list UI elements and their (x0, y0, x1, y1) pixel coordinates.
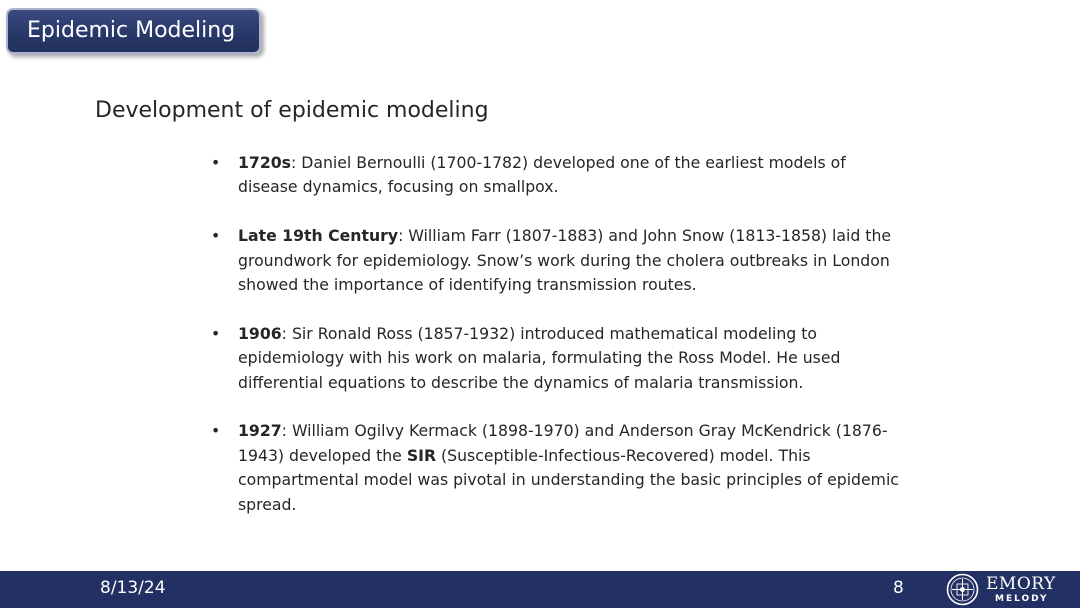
bullet-dot: • (211, 421, 221, 441)
bullet-text: : William Ogilvy Kermack (1898-1970) and Anderson Gray McKendrick (1876-1943) developed the (238, 421, 888, 465)
logo-name: EMORY (986, 574, 1056, 594)
bullet-dot: • (211, 153, 221, 172)
bullet-inline-bold: SIR (406, 445, 437, 465)
bullet-dot: • (211, 323, 221, 343)
bullet-item-1927 (210, 419, 900, 517)
bullet-text: : William Farr (1807-1883) and John Snow (1813-1858) laid the groundwork for epidemiology. Snow’s work during the cholera outbreaks in London showed the importance of identifying transmission routes. (238, 226, 892, 295)
bullet-heading: Late 19th Century (238, 226, 399, 246)
bullet-heading: 1927 (238, 421, 282, 441)
bullet-heading: 1720s (238, 153, 291, 172)
bullet-item-19th-century (210, 224, 900, 297)
bullet-text: (Susceptible-Infectious-Recovered) model. This compartmental model was pivotal in understanding the basic principles of epidemic spread. (238, 445, 899, 514)
bullet-item-1720s (210, 151, 900, 200)
emory-logo (946, 573, 1076, 606)
bullet-item-1906 (210, 322, 900, 395)
page-number: 8 (893, 578, 904, 598)
bullet-text: : Sir Ronald Ross (1857-1932) introduced mathematical modeling to epidemiology with his work on malaria, formulating the Ross Model. He used differential equations to describe the dynamics of malaria transmission. (238, 323, 841, 392)
bullet-text: : Daniel Bernoulli (1700-1782) developed one of the earliest models of disease dynamics, focusing on smallpox. (238, 153, 846, 197)
footer-date: 8/13/24 (100, 578, 166, 598)
slide-subtitle: Development of epidemic modeling (95, 98, 489, 123)
logo-subtitle: MELODY (995, 594, 1049, 604)
bullet-list (210, 151, 900, 541)
bullet-heading: 1906 (238, 323, 282, 343)
footer-bar (0, 571, 1080, 608)
slide-title: Epidemic Modeling (6, 8, 261, 54)
emory-seal-icon (946, 573, 979, 606)
bullet-dot: • (211, 226, 221, 246)
